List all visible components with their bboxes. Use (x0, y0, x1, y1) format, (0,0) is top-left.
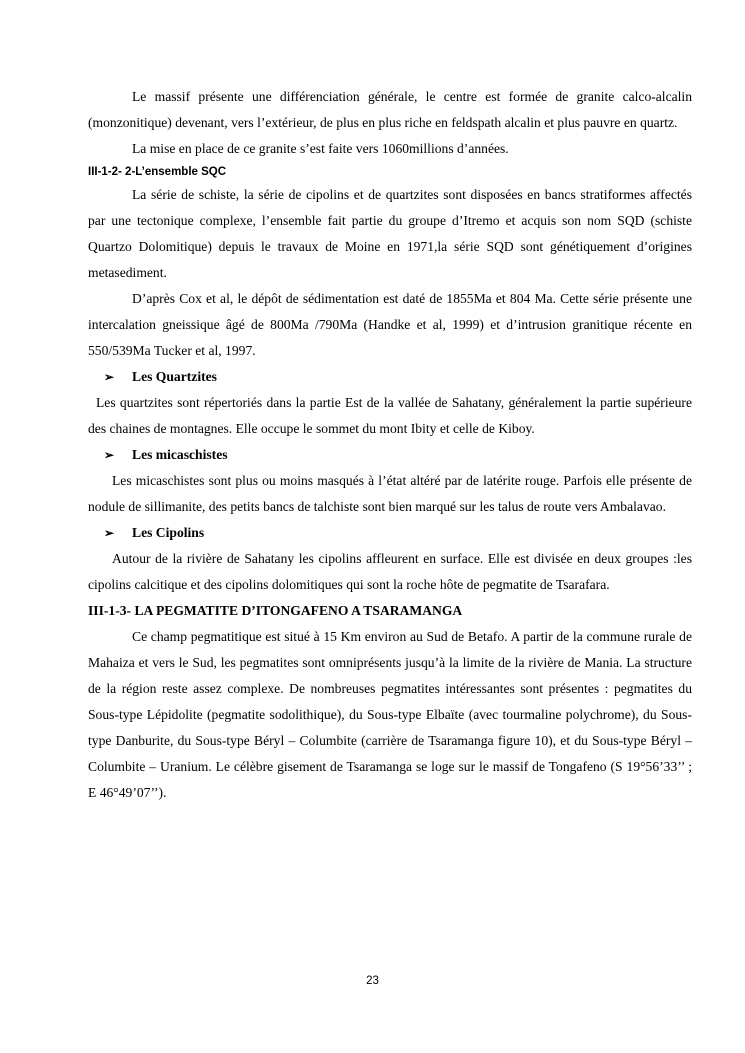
paragraph-pegmatite: Ce champ pegmatitique est situé à 15 Km environ au Sud de Betafo. A partir de la commune rurale de Mahaiza et vers le Sud, les pegmatites sont omniprésents jusqu’à la limite de la rivière de Mania. La structure de la région reste assez complexe. De nombreuses pegmatites intéressantes sont présentes : pegmatites du Sous-type Lépidolite (pegmatite sodolithique), du Sous-type Elbaïte (avec tourmaline polychrome), du Sous-type Danburite, du Sous-type Béryl – Columbite (carrière de Tsaramanga figure 10), et du Sous-type Béryl – Columbite – Uranium. Le célèbre gisement de Tsaramanga se loge sur le massif de Tongafeno (S 19°56’33’’ ; E 46°49’07’’). (88, 629, 692, 800)
paragraph-massif: Le massif présente une différenciation générale, le centre est formée de granite calco-alcalin (monzonitique) devenant, vers l’extérieur, de plus en plus riche en feldspath alcalin et plus pauvre en quartz. (88, 89, 692, 130)
arrow-bullet-icon: ➢ (104, 448, 115, 462)
document-body (88, 84, 692, 806)
paragraph-quartzites: Les quartzites sont répertoriés dans la partie Est de la vallée de Sahatany, généralement la partie supérieure des chaines de montagnes. Elle occupe le sommet du mont Ibity et celle de Kiboy. (88, 395, 692, 436)
arrow-bullet-icon: ➢ (104, 370, 115, 384)
paragraph-granite-age: La mise en place de ce granite s’est faite vers 1060millions d’années. (132, 141, 509, 156)
page-number: 23 (366, 975, 379, 987)
section-heading-pegmatite: III-1-3- LA PEGMATITE D’ITONGAFENO A TSARAMANGA (88, 603, 463, 618)
bullet-quartzites (88, 364, 692, 390)
paragraph-micaschistes: Les micaschistes sont plus ou moins masqués à l’état altéré par de latérite rouge. Parfois elle présente de nodule de sillimanite, des petits bancs de talchiste sont bien marqué sur les talus de route vers Ambalavao. (88, 473, 692, 514)
paragraph-sqc-series: La série de schiste, la série de cipolins et de quartzites sont disposées en bancs stratiformes affectés par une tectonique complexe, l’ensemble fait partie du groupe d’Itremo et acquis son nom SQD (schiste Quartzo Dolomitique) depuis le travaux de Moine en 1971,la série SQD sont génétiquement d’origines metasediment. (88, 187, 692, 280)
bullet-micaschistes (88, 442, 692, 468)
paragraph-cipolins: Autour de la rivière de Sahatany les cipolins affleurent en surface. Elle est divisée en deux groupes :les cipolins calcitique et des cipolins dolomitiques qui sont la roche hôte de pegmatite de Tsarafara. (88, 551, 692, 592)
paragraph-sqc-dating: D’après Cox et al, le dépôt de sédimentation est daté de 1855Ma et 804 Ma. Cette série présente une intercalation gneissique âgé de 800Ma /790Ma (Handke et al, 1999) et d’intrusion granitique récente en 550/539Ma Tucker et al, 1997. (88, 291, 692, 358)
section-heading-sqc: III-1-2- 2-L’ensemble SQC (88, 166, 227, 178)
bullet-label-quartzites: Les Quartzites (132, 369, 217, 384)
arrow-bullet-icon: ➢ (104, 526, 115, 540)
bullet-cipolins (88, 520, 692, 546)
bullet-label-micaschistes: Les micaschistes (132, 447, 228, 462)
bullet-label-cipolins: Les Cipolins (132, 525, 205, 540)
